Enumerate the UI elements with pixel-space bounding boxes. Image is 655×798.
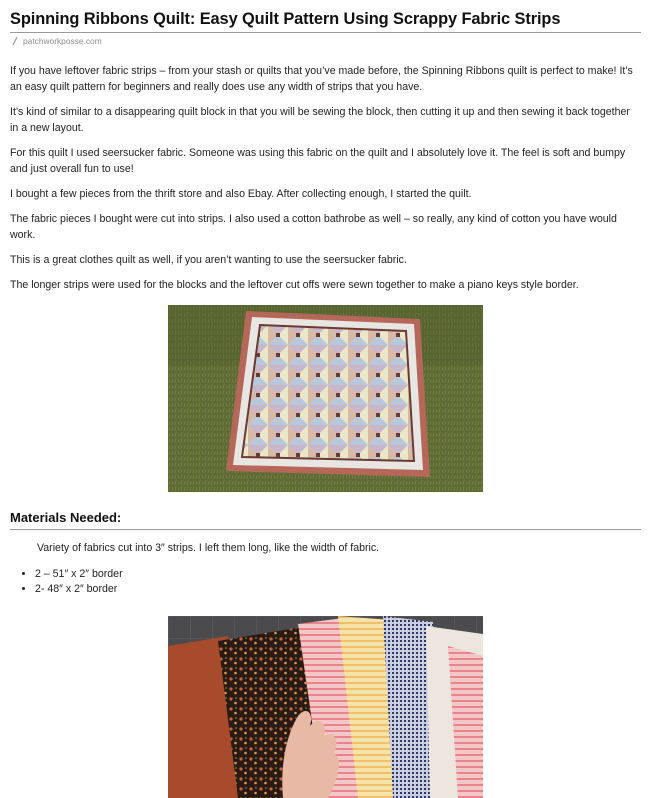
materials-heading: Materials Needed: (10, 510, 641, 530)
list-item: • 2 – 51″ x 2″ border (35, 567, 641, 582)
link-icon (12, 37, 19, 46)
source-link[interactable]: patchworkposse.com (23, 36, 102, 46)
quilt-photo (168, 305, 483, 492)
materials-intro: Variety of fabrics cut into 3″ strips. I left them long, like the width of fabric. (37, 542, 380, 554)
list-item: • 2- 48″ x 2″ border (35, 582, 641, 597)
paragraph: The longer strips were used for the blocks and the leftover cut offs were sewn together to make a piano keys style border. (10, 279, 579, 291)
paragraph: If you have leftover fabric strips – from your stash or quilts that you’ve made before, the Spinning Ribbons quilt is perfect to make! It’s an easy quilt pattern for beginners and really does use any width of strips that you have. (10, 65, 633, 93)
source-line (12, 36, 641, 46)
paragraph: For this quilt I used seersucker fabric. Someone was using this fabric on the quilt and I absolutely love it. The feel is soft and bumpy and just overall fun to use! (10, 147, 626, 175)
paragraph: It’s kind of similar to a disappearing quilt block in that you will be sewing the block, then cutting it up and then sewing it back together in a new layout. (10, 106, 630, 134)
fabric-photo (168, 616, 483, 798)
paragraph: This is a great clothes quilt as well, if you aren’t wanting to use the seersucker fabric. (10, 254, 407, 266)
paragraph: I bought a few pieces from the thrift store and also Ebay. After collecting enough, I started the quilt. (10, 188, 472, 200)
materials-list (10, 567, 641, 597)
paragraph: The fabric pieces I bought were cut into strips. I also used a cotton bathrobe as well – so really, any kind of cotton you have would work. (10, 213, 617, 241)
article-body (10, 63, 641, 293)
page-title: Spinning Ribbons Quilt: Easy Quilt Pattern Using Scrappy Fabric Strips (10, 10, 641, 33)
